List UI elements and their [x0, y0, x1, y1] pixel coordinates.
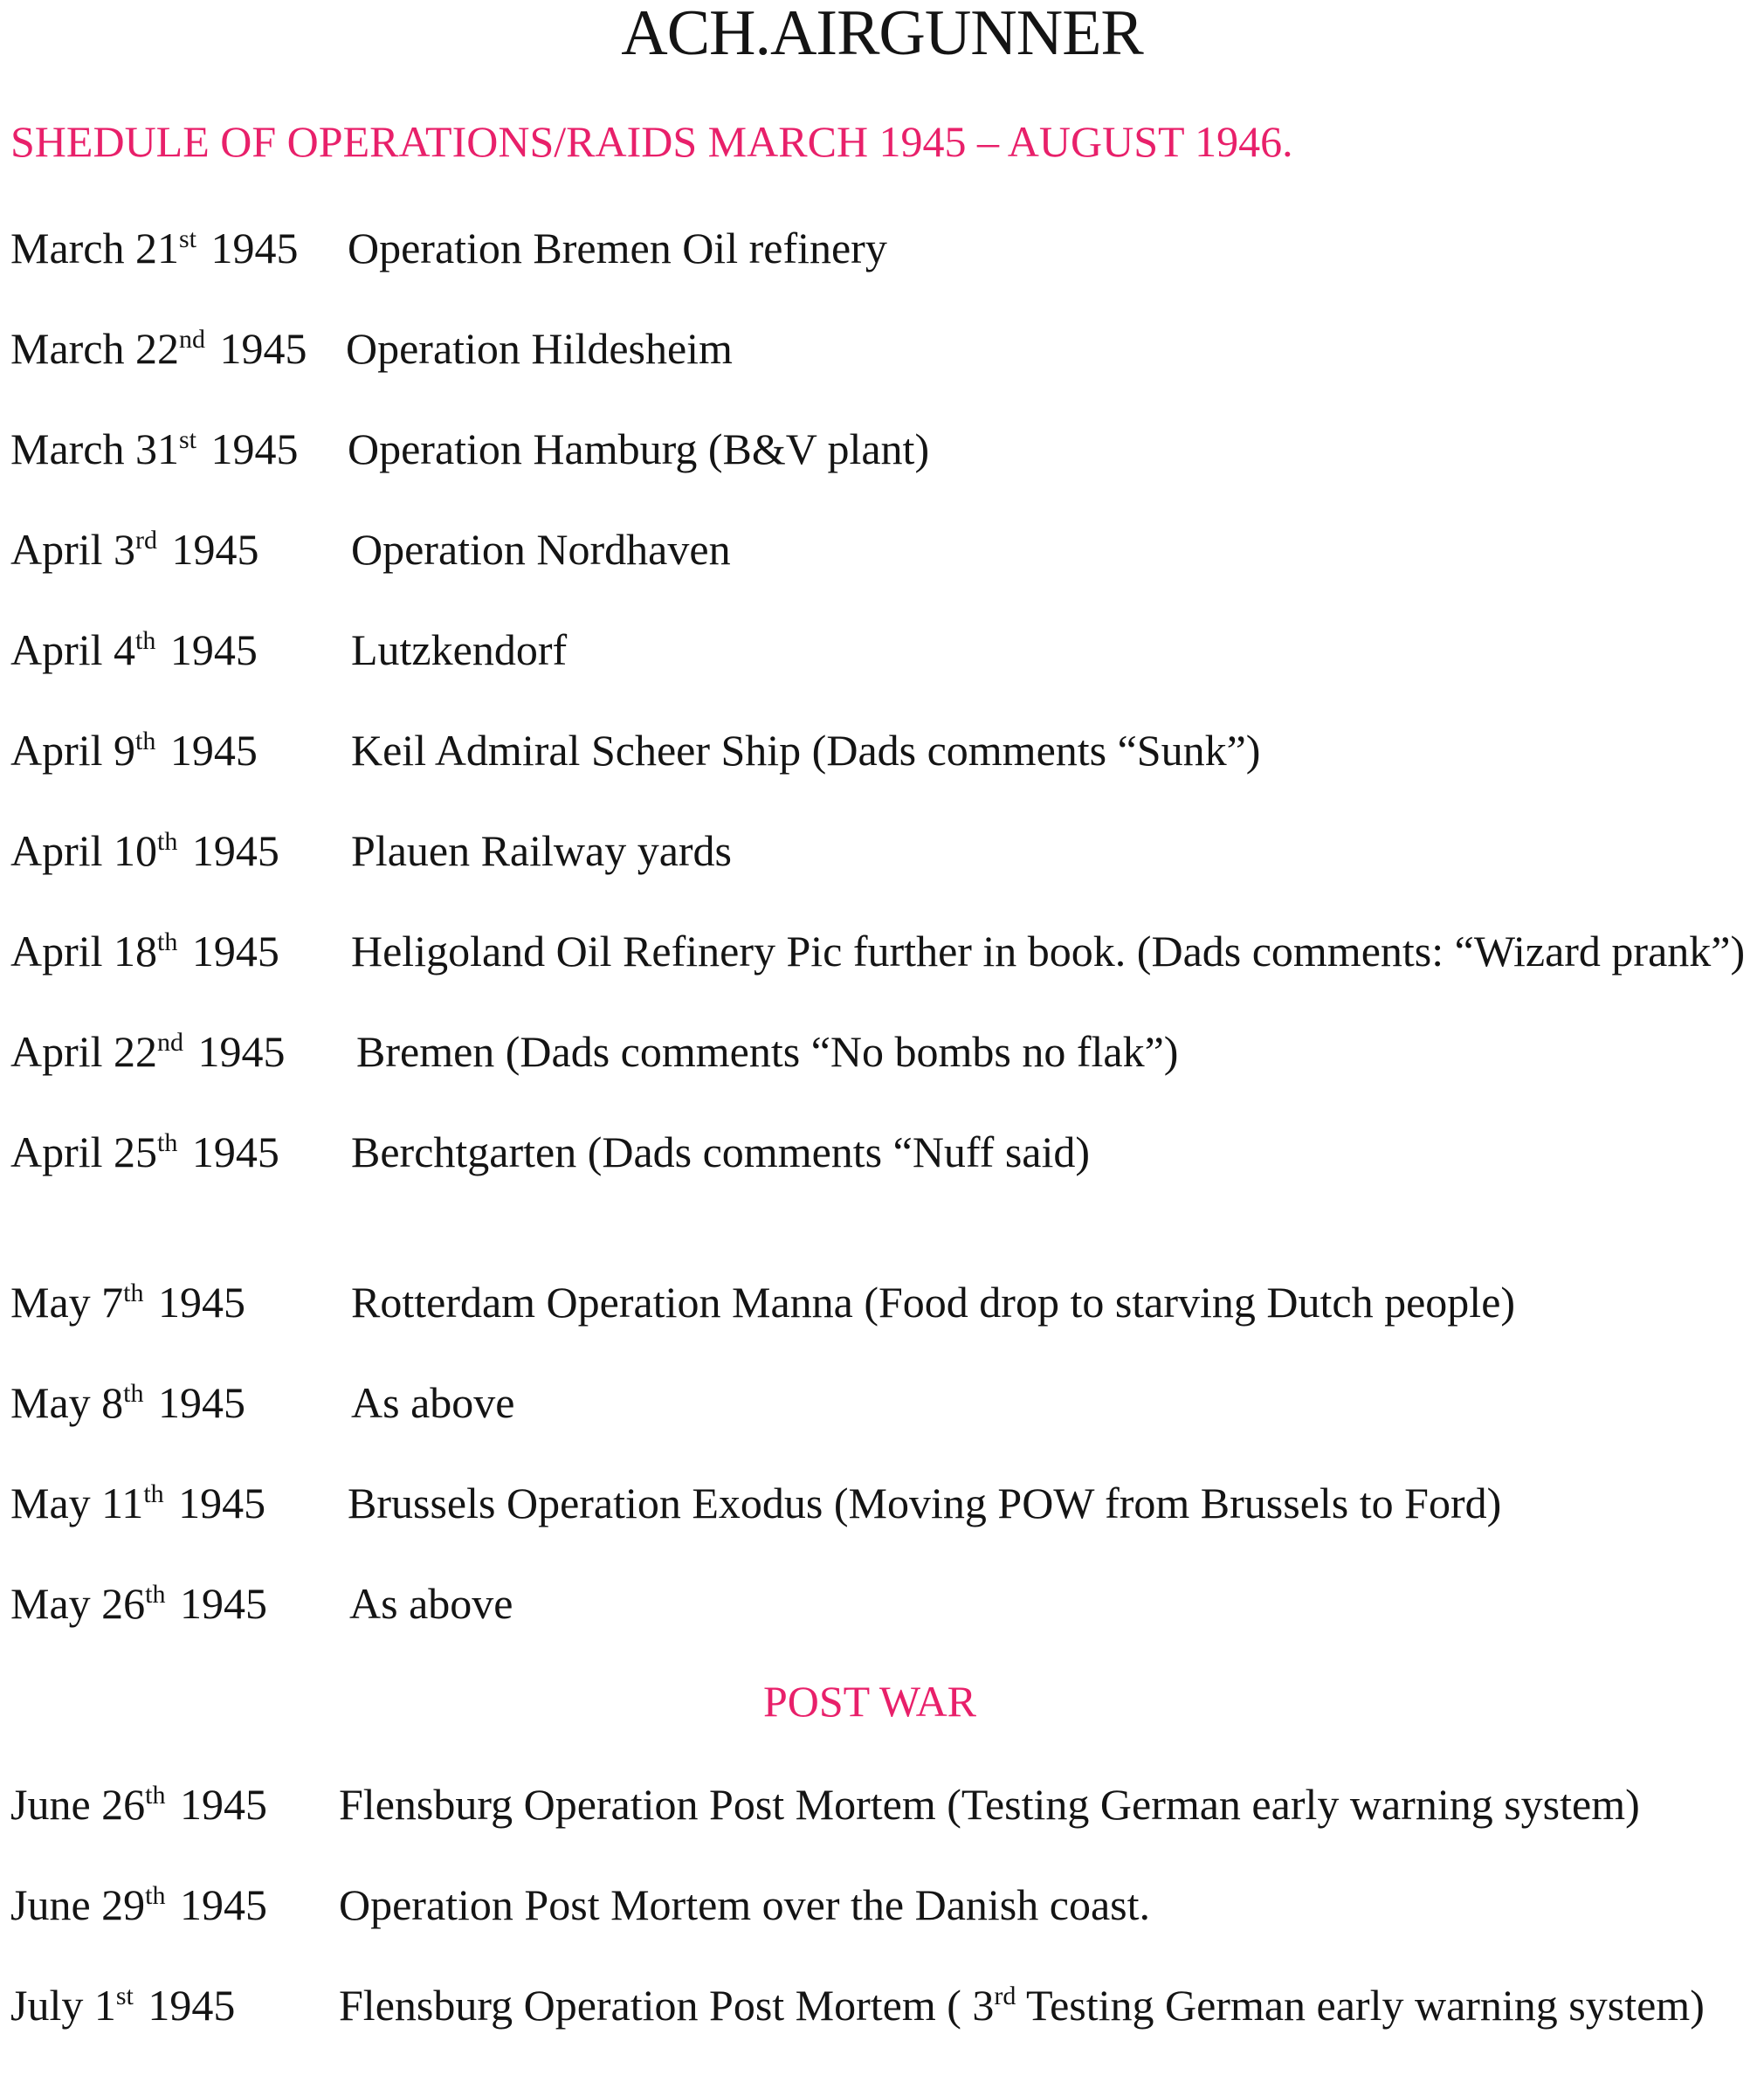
- operation-date: April 25th 1945: [10, 1127, 279, 1176]
- operation-description: Flensburg Operation Post Mortem ( 3rd Testing German early warning system): [339, 1981, 1705, 2030]
- operation-date: May 11th 1945: [10, 1479, 266, 1527]
- operation-description: Operation Post Mortem over the Danish coast.: [339, 1880, 1150, 1929]
- operation-description: Operation Hamburg (B&V plant): [348, 424, 930, 473]
- operation-description: Operation Nordhaven: [351, 525, 731, 574]
- operation-date: June 29th 1945: [10, 1880, 267, 1929]
- operation-description: Rotterdam Operation Manna (Food drop to starving Dutch people): [351, 1278, 1516, 1327]
- operation-description: Operation Bremen Oil refinery: [348, 224, 887, 272]
- operation-description: Operation Hildesheim: [346, 324, 733, 373]
- operation-date: April 3rd 1945: [10, 525, 259, 574]
- operation-description: As above: [349, 1579, 513, 1628]
- schedule-subtitle: SHEDULE OF OPERATIONS/RAIDS MARCH 1945 – AUGUST 1946.: [10, 117, 1293, 166]
- operation-date: March 21st 1945: [10, 224, 299, 272]
- post-war-heading: POST WAR: [762, 1677, 977, 1726]
- operation-description: Brussels Operation Exodus (Moving POW from Brussels to Ford): [348, 1479, 1502, 1527]
- operation-description: Lutzkendorf: [351, 625, 568, 674]
- operation-description: Bremen (Dads comments “No bombs no flak”): [356, 1027, 1179, 1076]
- operation-date: April 9th 1945: [10, 726, 258, 775]
- page-title: ACH.AIRGUNNER: [621, 0, 1143, 69]
- operation-date: July 1st 1945: [10, 1981, 236, 2030]
- operation-date: April 18th 1945: [10, 927, 279, 976]
- operation-date: June 26th 1945: [10, 1780, 267, 1829]
- operation-date: May 26th 1945: [10, 1579, 267, 1628]
- operation-date: March 31st 1945: [10, 424, 299, 473]
- operation-description: Plauen Railway yards: [351, 826, 733, 875]
- operation-date: April 22nd 1945: [10, 1027, 286, 1076]
- operation-date: March 22nd 1945: [10, 324, 307, 373]
- operation-description: Flensburg Operation Post Mortem (Testing German early warning system): [339, 1780, 1640, 1829]
- operation-date: May 8th 1945: [10, 1378, 245, 1427]
- operation-date: May 7th 1945: [10, 1278, 245, 1327]
- operation-date: April 10th 1945: [10, 826, 279, 875]
- operation-description: Berchtgarten (Dads comments “Nuff said): [351, 1127, 1091, 1176]
- operation-description: As above: [351, 1378, 515, 1427]
- operation-date: April 4th 1945: [10, 625, 258, 674]
- operation-description: Keil Admiral Scheer Ship (Dads comments “Sunk”): [351, 726, 1261, 775]
- operation-description: Heligoland Oil Refinery Pic further in book. (Dads comments: “Wizard prank”): [351, 927, 1746, 976]
